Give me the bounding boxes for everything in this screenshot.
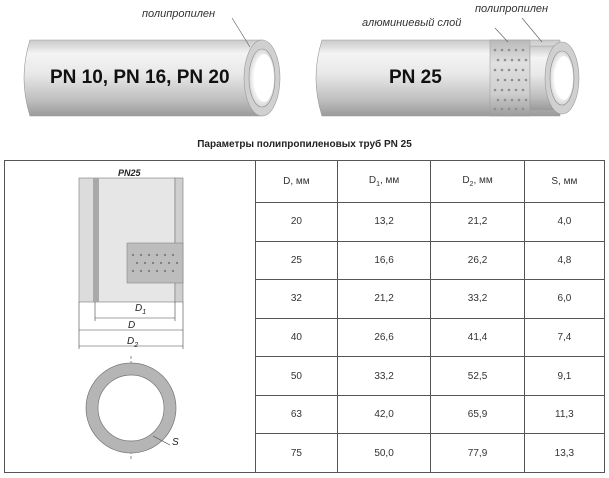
table-row [256,280,605,319]
cell-d: 25 [256,241,338,280]
cell-d2: 26,2 [431,241,524,280]
header-s: S, мм [524,161,604,203]
cell-d: 32 [256,280,338,319]
cell-d1: 42,0 [337,395,430,434]
cell-s: 4,0 [524,203,604,242]
table-header-row [256,161,605,203]
table-row [256,434,605,473]
cell-d: 40 [256,318,338,357]
cell-d1: 50,0 [337,434,430,473]
cell-s: 13,3 [524,434,604,473]
table-row [256,241,605,280]
d-label: D [128,320,136,331]
pipe-cross-section [86,363,176,453]
d1-label: $D_1$ [135,303,147,316]
pipe2-label: PN 25 [389,67,442,88]
cell-d2: 65,9 [431,395,524,434]
d2-label: $D_2$ [127,336,139,349]
cell-d1: 16,6 [337,241,430,280]
pipe-longitudinal-view [79,178,183,302]
table-row [256,203,605,242]
table-row [256,318,605,357]
diagram-title: PN25 [118,168,141,178]
cell-s: 6,0 [524,280,604,319]
cell-d1: 26,6 [337,318,430,357]
pipe-pn25 [316,18,579,116]
pipe1-label: PN 10, PN 16, PN 20 [50,67,230,88]
table-row [256,395,605,434]
cell-d: 63 [256,395,338,434]
cell-d1: 21,2 [337,280,430,319]
pipe2-callout-layer: алюминиевый слой [362,17,462,29]
cell-d1: 13,2 [337,203,430,242]
callout-line [522,18,542,42]
params-table [255,160,605,473]
header-d1: $D_1$, мм [337,161,430,203]
pipe2-callout-outer: полипропилен [475,3,549,15]
cell-d1: 33,2 [337,357,430,396]
pipe1-callout: полипропилен [142,8,216,20]
cell-d2: 52,5 [431,357,524,396]
table-title: Параметры полипропиленовых труб PN 25 [197,139,412,150]
cell-s: 11,3 [524,395,604,434]
cell-d2: 21,2 [431,203,524,242]
cell-d2: 77,9 [431,434,524,473]
cell-d: 20 [256,203,338,242]
cell-s: 4,8 [524,241,604,280]
cell-d: 75 [256,434,338,473]
cell-d2: 41,4 [431,318,524,357]
cell-d2: 33,2 [431,280,524,319]
cell-d: 50 [256,357,338,396]
header-d: D, мм [256,161,338,203]
cross-section-diagram [5,161,254,472]
cell-s: 9,1 [524,357,604,396]
s-label: S [172,437,179,448]
cell-s: 7,4 [524,318,604,357]
table-row [256,357,605,396]
aluminum-layer [490,40,530,116]
header-d2: $D_2$, мм [431,161,524,203]
pipe-illustrations [0,0,609,130]
